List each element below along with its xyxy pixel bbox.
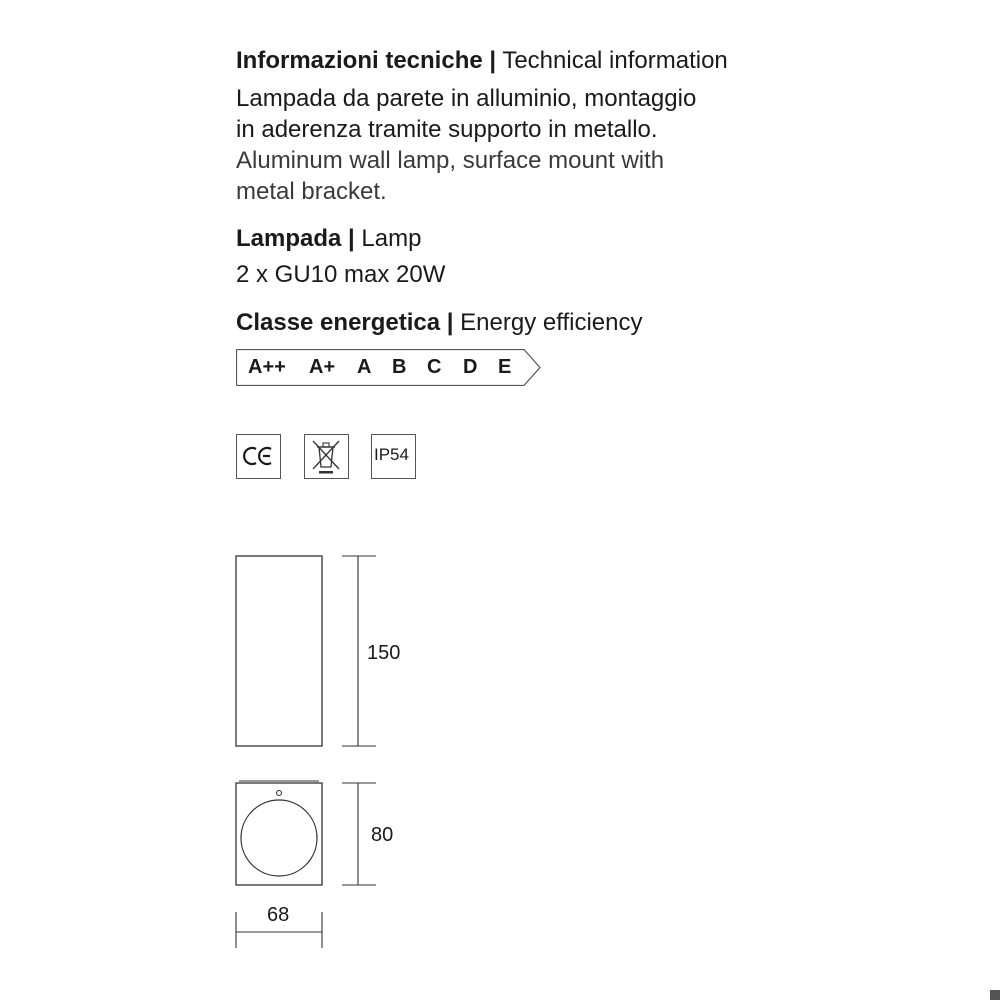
ip-rating-text: IP54 bbox=[374, 445, 409, 464]
description-it-line-1: Lampada da parete in alluminio, montaggio bbox=[236, 85, 697, 112]
side-view-outline bbox=[236, 556, 322, 746]
energy-class-b: B bbox=[392, 356, 407, 378]
front-view-screw bbox=[277, 791, 282, 796]
technical-heading-bold: Informazioni tecniche | bbox=[236, 47, 497, 74]
energy-class-app: A++ bbox=[248, 356, 286, 378]
lamp-heading-light: Lamp bbox=[361, 225, 422, 252]
depth-dimension-label: 80 bbox=[371, 824, 394, 846]
corner-marker bbox=[990, 990, 1000, 1000]
energy-class-d: D bbox=[463, 356, 478, 378]
energy-class-ap: A+ bbox=[309, 356, 336, 378]
energy-heading-bold: Classe energetica | bbox=[236, 309, 454, 336]
description-en-line-1: Aluminum wall lamp, surface mount with bbox=[236, 147, 665, 174]
description-it-line-2: in aderenza tramite supporto in metallo. bbox=[236, 116, 658, 143]
height-dimension-label: 150 bbox=[367, 642, 401, 664]
technical-heading-light: Technical information bbox=[502, 47, 728, 74]
front-view-outline bbox=[236, 783, 322, 885]
energy-heading-light: Energy efficiency bbox=[460, 309, 643, 336]
energy-class-c: C bbox=[427, 356, 442, 378]
energy-class-e: E bbox=[498, 356, 512, 378]
lamp-spec: 2 x GU10 max 20W bbox=[236, 261, 446, 288]
front-view-lens bbox=[241, 800, 317, 876]
description-en-line-2: metal bracket. bbox=[236, 178, 387, 205]
energy-class-a: A bbox=[357, 356, 372, 378]
width-dimension-label: 68 bbox=[267, 904, 290, 926]
lamp-heading-bold: Lampada | bbox=[236, 225, 355, 252]
